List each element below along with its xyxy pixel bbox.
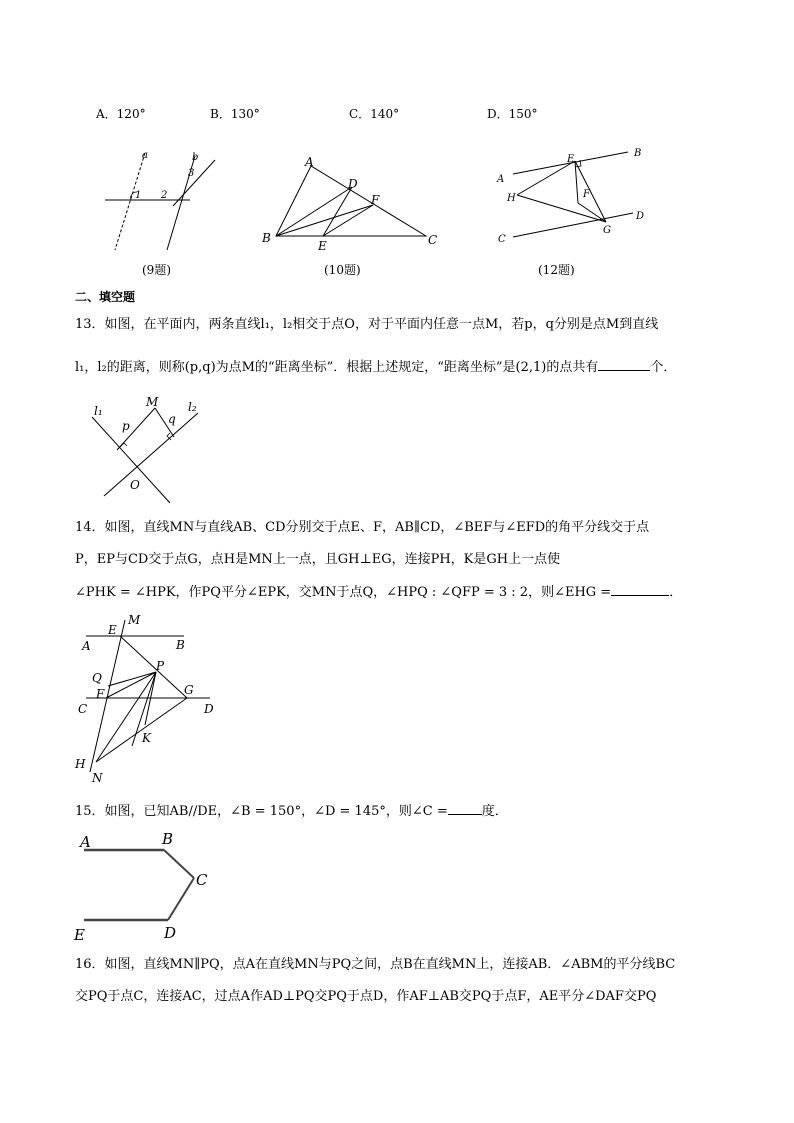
label-e: E (108, 623, 117, 637)
caption-fig-9: (9题) (142, 263, 171, 277)
question-15-line-1 (75, 803, 725, 818)
label-a: a (142, 150, 148, 161)
label-o: O (130, 478, 140, 492)
label-n: N (92, 771, 103, 785)
label-e: E (567, 154, 575, 165)
answer-blank[interactable] (448, 803, 482, 815)
label-q: Q (92, 671, 102, 685)
question-14-line-2: P，EP与CD交于点G，点H是MN上一点，且GH⊥EG，连接PH，K是GH上一点使 (75, 552, 561, 567)
option-letter: A． (96, 107, 117, 121)
label-k: K (142, 731, 151, 745)
label-a: A (82, 639, 91, 653)
label-a: A (80, 833, 91, 851)
question-13-line-2 (75, 359, 725, 374)
caption-fig-10: (10题) (324, 263, 361, 277)
label-f: F (371, 193, 380, 207)
question-14-line-1: 14．如图，直线MN与直线AB、CD分别交于点E、F，AB∥CD，∠BEF与∠EFD的角平分线交于点 (75, 520, 650, 535)
question-14-end: ． (669, 585, 683, 600)
label-b: B (162, 830, 174, 848)
label-d: D (636, 211, 645, 222)
label-c: C (196, 871, 208, 889)
question-15-text: 15．如图，已知AB//DE，∠B = 150°，∠D = 145°，则∠C = (75, 804, 448, 819)
label-d: D (348, 177, 358, 191)
option-c (349, 105, 399, 122)
option-d (487, 105, 538, 122)
label-h: H (507, 193, 516, 204)
caption-fig-12: (12题) (538, 263, 575, 277)
question-15-unit: 度． (481, 804, 508, 819)
option-value: 120° (116, 107, 146, 121)
label-b: B (262, 231, 271, 245)
label-b: B (176, 638, 185, 652)
answer-blank[interactable] (611, 584, 669, 596)
option-value: 150° (508, 107, 538, 121)
option-letter: D． (487, 107, 509, 121)
figure-14 (72, 612, 232, 787)
question-13-unit: 个． (650, 360, 677, 375)
question-14-line-3 (75, 584, 725, 599)
figure-9 (95, 148, 225, 258)
label-d: D (204, 702, 214, 716)
figure-15 (72, 828, 222, 946)
label-l1: l₁ (94, 404, 103, 418)
label-m: M (128, 613, 141, 627)
label-h: H (75, 757, 86, 771)
option-a (96, 105, 146, 122)
label-b: B (634, 148, 642, 159)
angle-1-label: 1 (135, 190, 142, 201)
label-g: G (184, 683, 194, 697)
option-letter: B． (210, 107, 231, 121)
label-d: D (164, 924, 177, 942)
answer-blank[interactable] (598, 359, 650, 371)
question-14-text: ∠PHK = ∠HPK，作PQ平分∠EPK，交MN于点Q，∠HPQ : ∠QFP = 3 : 2，则∠EHG = (75, 585, 612, 600)
option-value: 140° (370, 107, 400, 121)
label-p: P (156, 659, 165, 673)
figure-13 (80, 395, 220, 510)
question-16-line-2: 交PQ于点C，连接AC，过点A作AD⊥PQ交PQ于点D，作AF⊥AB交PQ于点F，AE平分∠DAF交PQ (75, 989, 657, 1004)
option-value: 130° (230, 107, 260, 121)
angle-2-label: 2 (161, 190, 168, 201)
question-13-text: l₁，l₂的距离，则称(p,q)为点M的“距离坐标”．根据上述规定，“距离坐标”是(2,1)的点共有 (75, 360, 599, 375)
question-13-line-1: 13．如图，在平面内，两条直线l₁，l₂相交于点O，对于平面内任意一点M，若p，q分别是点M到直线 (75, 317, 659, 332)
angle-3-label: 3 (188, 168, 195, 179)
label-m: M (146, 395, 159, 409)
section-heading: 二、填空题 (75, 290, 136, 304)
label-e: E (318, 239, 327, 253)
label-c: C (498, 234, 506, 245)
option-letter: C． (349, 107, 371, 121)
question-16-line-1: 16．如图，直线MN∥PQ，点A在直线MN与PQ之间，点B在直线MN上，连接AB．∠ABM的平分线BC (75, 957, 676, 972)
label-l2: l₂ (188, 400, 197, 414)
figure-10 (258, 152, 448, 252)
label-a: A (305, 155, 314, 169)
label-c: C (428, 233, 438, 247)
label-q: q (168, 412, 176, 426)
label-f: F (96, 687, 105, 701)
label-f: F (583, 189, 590, 200)
label-a: A (497, 174, 505, 185)
label-p: p (122, 419, 130, 433)
figure-12 (493, 143, 653, 248)
label-b: b (192, 152, 199, 163)
label-e: E (74, 926, 85, 944)
label-c: C (78, 702, 88, 716)
option-b (210, 105, 260, 122)
label-g: G (603, 225, 611, 236)
